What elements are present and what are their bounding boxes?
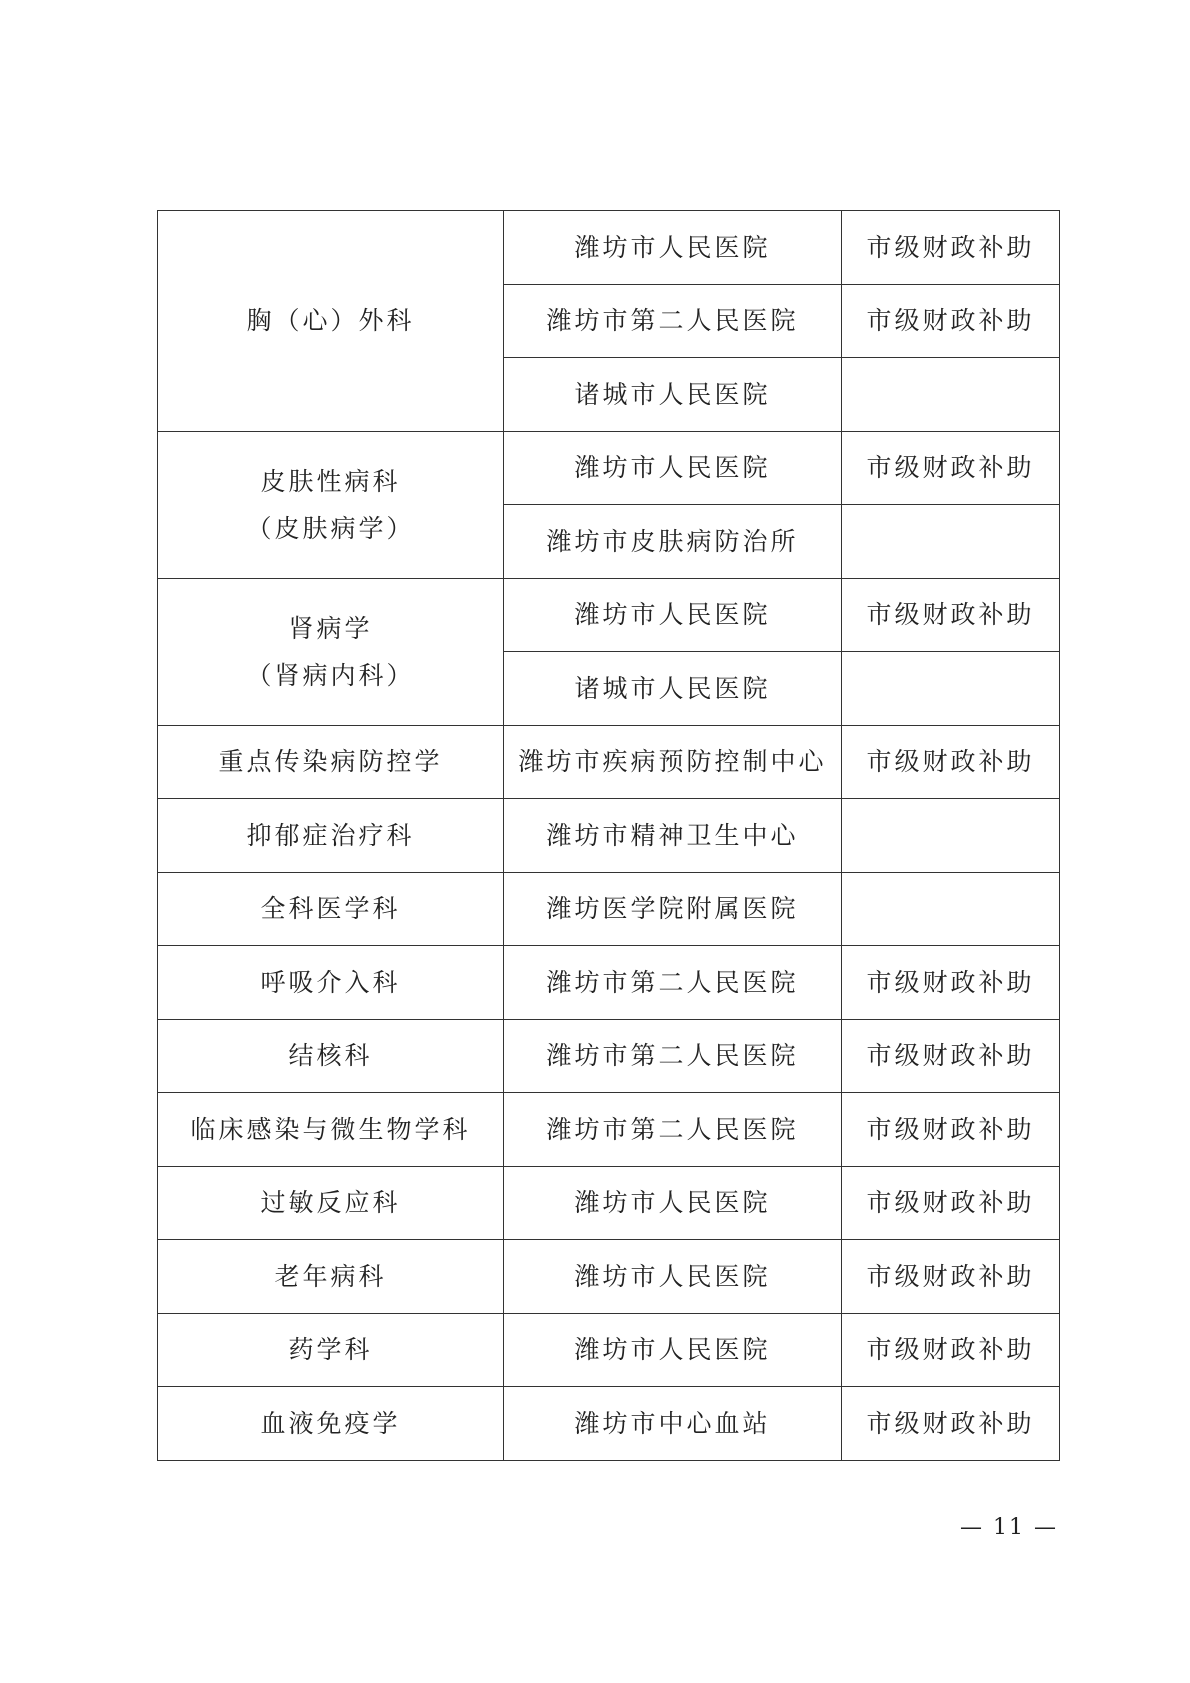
hospital-cell: 潍坊市人民医院 (504, 578, 842, 652)
table-row (158, 431, 1060, 505)
hospital-cell: 潍坊市皮肤病防治所 (504, 505, 842, 579)
department-name: 老年病科 (274, 1261, 387, 1291)
table-row (158, 578, 1060, 652)
department-cell (158, 1313, 504, 1387)
hospital-cell: 潍坊市第二人民医院 (504, 284, 842, 358)
hospital-cell: 潍坊市人民医院 (504, 1240, 842, 1314)
funding-cell: 市级财政补助 (842, 1313, 1060, 1387)
table-row (158, 799, 1060, 873)
funding-cell (842, 872, 1060, 946)
department-cell (158, 799, 504, 873)
department-name: 皮肤性病科 (260, 466, 401, 496)
hospital-cell: 潍坊市第二人民医院 (504, 946, 842, 1020)
department-cell (158, 946, 504, 1020)
table-row (158, 1387, 1060, 1461)
hospital-cell: 潍坊市人民医院 (504, 1313, 842, 1387)
page-number: — 11 — (960, 1515, 1058, 1540)
table-row (158, 1240, 1060, 1314)
department-cell (158, 1093, 504, 1167)
hospital-cell: 潍坊市人民医院 (504, 1166, 842, 1240)
funding-cell: 市级财政补助 (842, 946, 1060, 1020)
department-cell (158, 431, 504, 578)
funding-cell: 市级财政补助 (842, 1093, 1060, 1167)
table-row (158, 1313, 1060, 1387)
funding-cell: 市级财政补助 (842, 1240, 1060, 1314)
department-name: （皮肤病学） (246, 513, 415, 543)
hospital-cell: 潍坊市第二人民医院 (504, 1093, 842, 1167)
department-name: 临床感染与微生物学科 (190, 1114, 471, 1144)
funding-cell: 市级财政补助 (842, 211, 1060, 285)
department-name: 抑郁症治疗科 (246, 820, 415, 850)
department-cell (158, 725, 504, 799)
department-cell (158, 1240, 504, 1314)
department-cell (158, 578, 504, 725)
funding-cell: 市级财政补助 (842, 578, 1060, 652)
department-cell (158, 211, 504, 432)
hospital-cell: 潍坊市精神卫生中心 (504, 799, 842, 873)
table-row (158, 725, 1060, 799)
table-row (158, 1019, 1060, 1093)
funding-cell: 市级财政补助 (842, 725, 1060, 799)
department-cell (158, 1166, 504, 1240)
funding-cell (842, 505, 1060, 579)
funding-cell: 市级财政补助 (842, 1387, 1060, 1461)
funding-cell: 市级财政补助 (842, 431, 1060, 505)
department-name: 结核科 (288, 1041, 373, 1071)
hospital-cell: 潍坊市第二人民医院 (504, 1019, 842, 1093)
department-name: 胸（心）外科 (246, 306, 415, 336)
department-name: 药学科 (288, 1335, 373, 1365)
department-name: 血液免疫学 (260, 1408, 401, 1438)
specialty-table (157, 210, 1060, 1461)
department-name: 全科医学科 (260, 894, 401, 924)
funding-cell: 市级财政补助 (842, 1166, 1060, 1240)
hospital-cell: 诸城市人民医院 (504, 358, 842, 432)
hospital-cell: 潍坊医学院附属医院 (504, 872, 842, 946)
hospital-cell: 潍坊市人民医院 (504, 211, 842, 285)
funding-cell (842, 799, 1060, 873)
table-row (158, 946, 1060, 1020)
funding-cell (842, 652, 1060, 726)
table-row (158, 1166, 1060, 1240)
funding-cell (842, 358, 1060, 432)
table-row (158, 211, 1060, 285)
department-cell (158, 1387, 504, 1461)
funding-cell: 市级财政补助 (842, 1019, 1060, 1093)
funding-cell: 市级财政补助 (842, 284, 1060, 358)
table-row (158, 872, 1060, 946)
table-body (158, 211, 1060, 1461)
table-row (158, 1093, 1060, 1167)
department-cell (158, 1019, 504, 1093)
department-name: （肾病内科） (246, 660, 415, 690)
department-cell (158, 872, 504, 946)
department-name: 呼吸介入科 (260, 967, 401, 997)
department-name: 肾病学 (288, 613, 373, 643)
hospital-cell: 潍坊市人民医院 (504, 431, 842, 505)
department-name: 过敏反应科 (260, 1188, 401, 1218)
hospital-cell: 潍坊市中心血站 (504, 1387, 842, 1461)
department-name: 重点传染病防控学 (218, 747, 443, 777)
hospital-cell: 诸城市人民医院 (504, 652, 842, 726)
hospital-cell: 潍坊市疾病预防控制中心 (504, 725, 842, 799)
